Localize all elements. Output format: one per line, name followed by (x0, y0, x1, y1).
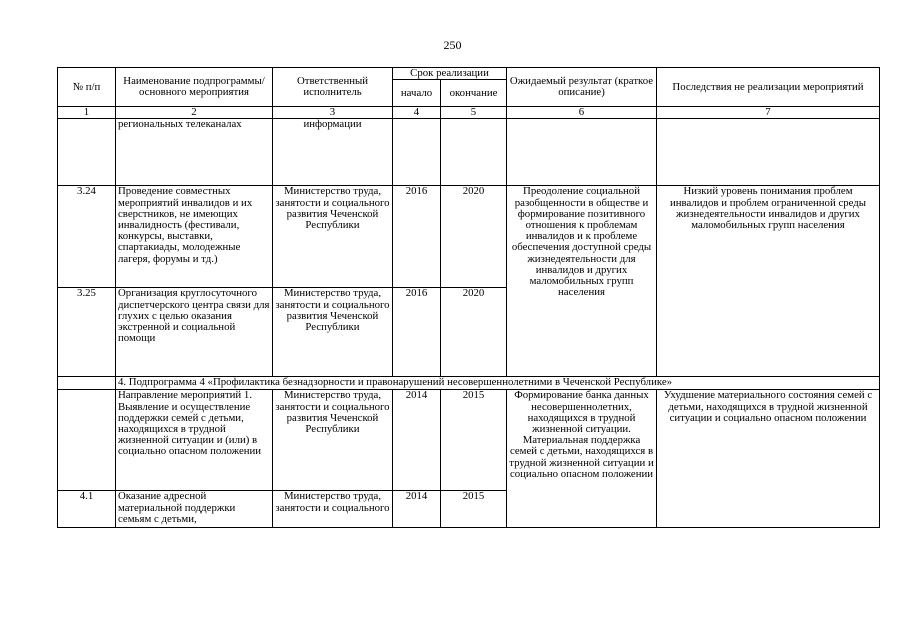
page-number: 250 (443, 38, 462, 52)
table-row (58, 186, 880, 288)
row-325-end: 2020 (441, 288, 507, 377)
subprogram-row (58, 377, 880, 390)
column-number: 1 (58, 107, 116, 119)
header-end: окончание (441, 80, 507, 107)
row-41-start: 2014 (393, 491, 441, 528)
column-number-row (58, 107, 880, 119)
row-324-executor: Министерство труда, занятости и социального развития Чеченской Республики (273, 186, 393, 288)
column-number: 4 (393, 107, 441, 119)
row-dir-executor: Министерство труда, занятости и социального развития Чеченской Республики (273, 390, 393, 491)
column-number: 6 (507, 107, 657, 119)
row-324-num: 3.24 (58, 186, 116, 288)
row-324-consequences: Низкий уровень понимания проблем инвалидов и проблем ограниченной среды жизнедеятельности инвалидов и других маломобильных групп населения (657, 186, 880, 377)
column-number: 3 (273, 107, 393, 119)
row-324-result: Преодоление социальной разобщенности в обществе и формирование позитивного отношения к проблемам инвалидов и к проблеме обеспечения доступной среды жизнедеятельности для инвалидов и других маломобильных групп населения (507, 186, 657, 377)
header-executor: Ответственный исполнитель (273, 68, 393, 107)
row-cont-name: региональных телеканалах (116, 119, 273, 186)
column-number: 7 (657, 107, 880, 119)
row-324-name: Проведение совместных мероприятий инвалидов и их сверстников, не имеющих инвалидность (фестивали, конкурсы, выставки, спартакиады, молодежные лагеря, форумы и тд.) (116, 186, 273, 288)
row-dir-end: 2015 (441, 390, 507, 491)
header-result: Ожидаемый результат (краткое описание) (507, 68, 657, 107)
row-325-executor: Министерство труда, занятости и социального развития Чеченской Республики (273, 288, 393, 377)
row-324-start: 2016 (393, 186, 441, 288)
row-324-end: 2020 (441, 186, 507, 288)
row-cont-executor: информации (273, 119, 393, 186)
measures-table (57, 67, 880, 528)
row-325-num: 3.25 (58, 288, 116, 377)
header-term: Срок реализации (393, 68, 507, 80)
row-41-executor: Министерство труда, занятости и социального (273, 491, 393, 528)
row-325-name: Организация круглосуточного диспетчерского центра связи для глухих с целью оказания экстренной и социальной помощи (116, 288, 273, 377)
row-325-start: 2016 (393, 288, 441, 377)
row-41-num: 4.1 (58, 491, 116, 528)
table-row (58, 119, 880, 186)
header-row (58, 68, 880, 80)
column-number: 5 (441, 107, 507, 119)
row-dir-result: Формирование банка данных несовершеннолетних, находящихся в трудной жизненной ситуации. Материальная поддержка семей с детьми, находящихся в трудной жизненной ситуации и социально опасном положении (507, 390, 657, 528)
header-consequences: Последствия не реализации мероприятий (657, 68, 880, 107)
header-num: № п/п (58, 68, 116, 107)
row-41-end: 2015 (441, 491, 507, 528)
table-row (58, 390, 880, 491)
header-start: начало (393, 80, 441, 107)
subprogram-title: 4. Подпрограмма 4 «Профилактика безнадзорности и правонарушений несовершеннолетними в Чеченской Республике» (116, 377, 880, 390)
header-name: Наименование подпрограммы/ основного мероприятия (116, 68, 273, 107)
row-dir-name: Направление мероприятий 1. Выявление и осуществление поддержки семей с детьми, находящихся в трудной жизненной ситуации и (или) в социально опасном положении (116, 390, 273, 491)
column-number: 2 (116, 107, 273, 119)
row-dir-consequences: Ухудшение материального состояния семей с детьми, находящихся в трудной жизненной ситуации и социально опасном положении (657, 390, 880, 528)
row-41-name: Оказание адресной материальной поддержки семьям с детьми, (116, 491, 273, 528)
row-dir-start: 2014 (393, 390, 441, 491)
